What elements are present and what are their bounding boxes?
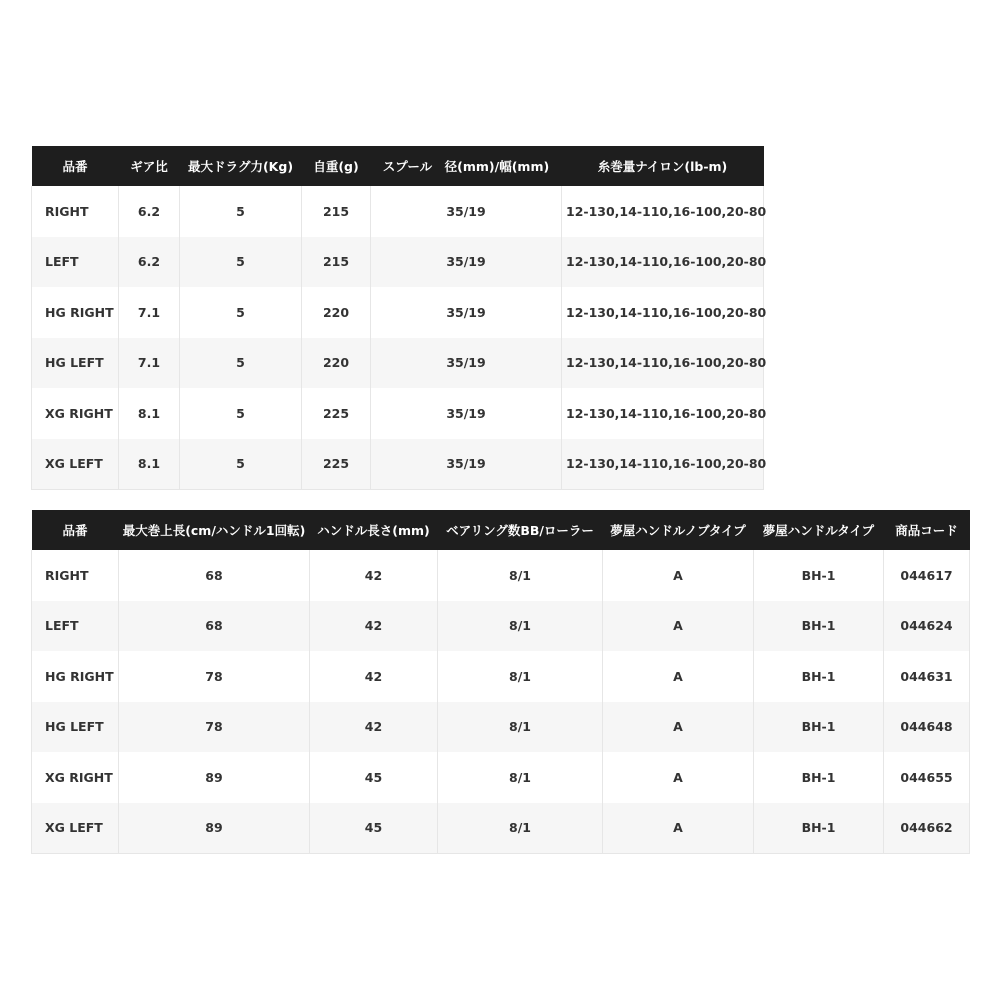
table-cell: 35/19: [371, 237, 562, 288]
column-header-spool: スプール 径(mm)/幅(mm): [371, 146, 562, 186]
table-cell: LEFT: [32, 237, 119, 288]
table-cell: 89: [119, 752, 310, 803]
table-cell: XG LEFT: [32, 439, 119, 490]
table-cell: 6.2: [119, 186, 180, 237]
table-cell: 68: [119, 550, 310, 601]
table-cell: 35/19: [371, 338, 562, 389]
table-cell: BH-1: [754, 550, 884, 601]
table-cell: 35/19: [371, 388, 562, 439]
table-cell: 8/1: [438, 752, 603, 803]
table-header-row: [32, 146, 764, 186]
table-cell: A: [603, 702, 754, 753]
table-cell: 78: [119, 651, 310, 702]
table-cell: 12-130,14-110,16-100,20-80: [562, 186, 764, 237]
table-cell: 044631: [884, 651, 970, 702]
table-cell: A: [603, 752, 754, 803]
column-header-handle-type: 夢屋ハンドルタイプ: [754, 510, 884, 550]
table-row: [32, 287, 764, 338]
table-cell: A: [603, 803, 754, 854]
table-row: [32, 338, 764, 389]
table-cell: 5: [180, 186, 302, 237]
column-header-handle-length: ハンドル長さ(mm): [310, 510, 438, 550]
table-cell: BH-1: [754, 601, 884, 652]
table-cell: 8/1: [438, 651, 603, 702]
table-cell: 12-130,14-110,16-100,20-80: [562, 388, 764, 439]
table-cell: 89: [119, 803, 310, 854]
table-cell: BH-1: [754, 651, 884, 702]
table-cell: RIGHT: [32, 550, 119, 601]
table-cell: 225: [302, 439, 371, 490]
table-cell: 7.1: [119, 287, 180, 338]
table-cell: 35/19: [371, 186, 562, 237]
table-cell: A: [603, 601, 754, 652]
table-cell: XG RIGHT: [32, 388, 119, 439]
table-row: [32, 237, 764, 288]
table-cell: RIGHT: [32, 186, 119, 237]
spec-table-basic: [31, 146, 767, 490]
table-cell: 8/1: [438, 550, 603, 601]
table-row: [32, 752, 970, 803]
table-cell: 044624: [884, 601, 970, 652]
table-cell: 5: [180, 287, 302, 338]
table-cell: BH-1: [754, 803, 884, 854]
table-row: [32, 186, 764, 237]
column-header-line-capacity: 糸巻量ナイロン(lb-m): [562, 146, 764, 186]
table-cell: 044662: [884, 803, 970, 854]
table-cell: HG LEFT: [32, 338, 119, 389]
column-header-model: 品番: [32, 146, 119, 186]
table-row: [32, 702, 970, 753]
table-cell: 68: [119, 601, 310, 652]
table-cell: HG RIGHT: [32, 287, 119, 338]
column-header-model: 品番: [32, 510, 119, 550]
table-cell: 215: [302, 186, 371, 237]
table-cell: 35/19: [371, 287, 562, 338]
column-header-bearings: ベアリング数BB/ローラー: [438, 510, 603, 550]
table-cell: 044655: [884, 752, 970, 803]
table-cell: 5: [180, 388, 302, 439]
table-row: [32, 388, 764, 439]
table-cell: A: [603, 550, 754, 601]
table-cell: 12-130,14-110,16-100,20-80: [562, 287, 764, 338]
table-cell: 220: [302, 338, 371, 389]
table-cell: 6.2: [119, 237, 180, 288]
table-cell: 12-130,14-110,16-100,20-80: [562, 237, 764, 288]
column-header-gear-ratio: ギア比: [119, 146, 180, 186]
table-cell: 8/1: [438, 803, 603, 854]
table-row: [32, 439, 764, 490]
column-header-weight: 自重(g): [302, 146, 371, 186]
table-cell: 8/1: [438, 601, 603, 652]
table-cell: LEFT: [32, 601, 119, 652]
table-cell: HG RIGHT: [32, 651, 119, 702]
table-cell: 42: [310, 702, 438, 753]
table-cell: 215: [302, 237, 371, 288]
table-cell: 12-130,14-110,16-100,20-80: [562, 439, 764, 490]
table-cell: HG LEFT: [32, 702, 119, 753]
table-cell: 044648: [884, 702, 970, 753]
table-row: [32, 651, 970, 702]
table-cell: 8/1: [438, 702, 603, 753]
table-cell: 42: [310, 550, 438, 601]
table-cell: 044617: [884, 550, 970, 601]
table-cell: 8.1: [119, 439, 180, 490]
table-cell: 78: [119, 702, 310, 753]
spec-table-extended: [31, 510, 970, 854]
table-cell: 5: [180, 338, 302, 389]
table-cell: XG LEFT: [32, 803, 119, 854]
table-row: [32, 550, 970, 601]
table-cell: XG RIGHT: [32, 752, 119, 803]
table-cell: 8.1: [119, 388, 180, 439]
table-cell: 45: [310, 752, 438, 803]
table-cell: BH-1: [754, 702, 884, 753]
table-cell: 5: [180, 237, 302, 288]
table-cell: A: [603, 651, 754, 702]
table-cell: 45: [310, 803, 438, 854]
table-row: [32, 803, 970, 854]
table-cell: 225: [302, 388, 371, 439]
table-cell: BH-1: [754, 752, 884, 803]
table-row: [32, 601, 970, 652]
table-header-row: [32, 510, 970, 550]
table-cell: 35/19: [371, 439, 562, 490]
table-cell: 42: [310, 651, 438, 702]
table-cell: 12-130,14-110,16-100,20-80: [562, 338, 764, 389]
column-header-max-retrieve: 最大巻上長(cm/ハンドル1回転): [119, 510, 310, 550]
table-cell: 42: [310, 601, 438, 652]
column-header-max-drag: 最大ドラグ力(Kg): [180, 146, 302, 186]
column-header-product-code: 商品コード: [884, 510, 970, 550]
table-cell: 7.1: [119, 338, 180, 389]
table-cell: 5: [180, 439, 302, 490]
table-cell: 220: [302, 287, 371, 338]
column-header-knob-type: 夢屋ハンドルノブタイプ: [603, 510, 754, 550]
